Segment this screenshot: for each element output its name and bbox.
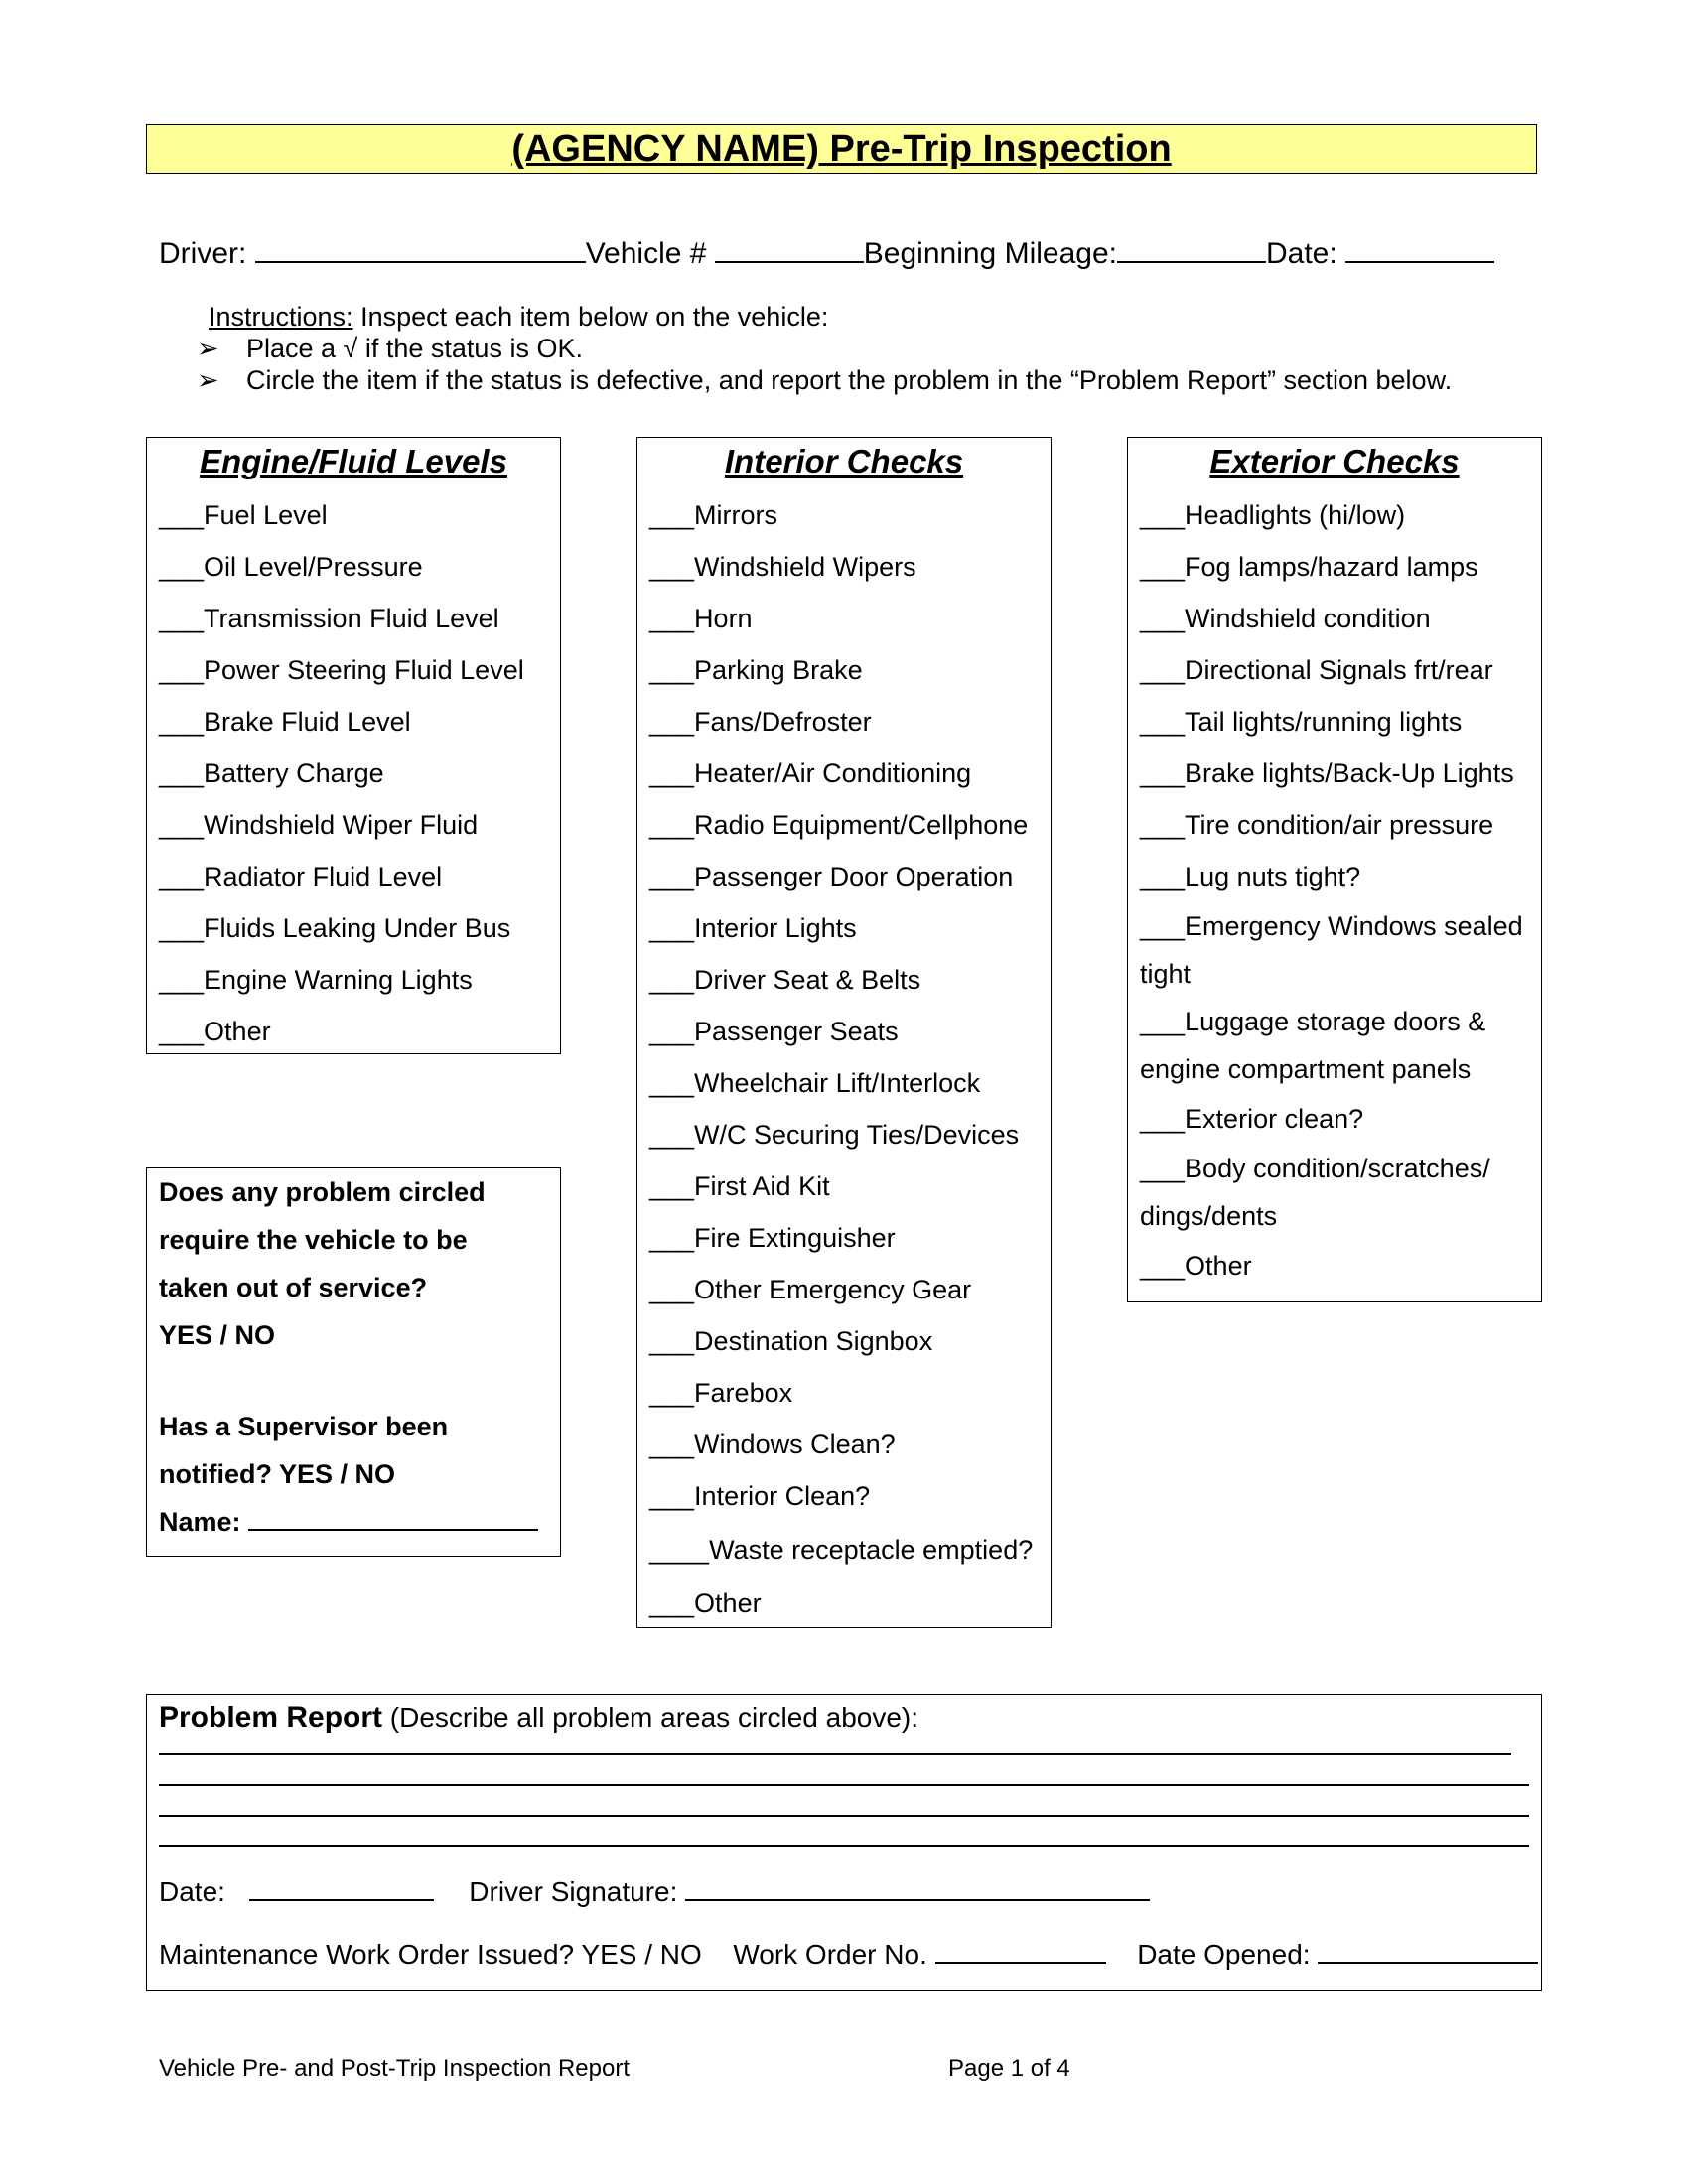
instructions-text: Inspect each item below on the vehicle: bbox=[352, 302, 829, 332]
interior-checklist bbox=[637, 489, 1051, 1629]
exterior-checklist bbox=[1128, 489, 1541, 1292]
checklist-item[interactable]: ___Interior Lights bbox=[649, 913, 857, 943]
date-opened-field[interactable] bbox=[1318, 1936, 1538, 1964]
checklist-item[interactable]: ___Passenger Seats bbox=[649, 1017, 899, 1046]
interior-checks-section bbox=[636, 437, 1052, 1628]
checklist-item[interactable]: ___Fog lamps/hazard lamps bbox=[1140, 552, 1478, 582]
checklist-item[interactable]: ___Other Emergency Gear bbox=[649, 1275, 972, 1304]
exterior-section-title: Exterior Checks bbox=[1209, 443, 1460, 479]
checklist-item[interactable]: ___Wheelchair Lift/Interlock bbox=[649, 1068, 981, 1098]
checklist-item[interactable]: ___Windows Clean? bbox=[649, 1430, 896, 1459]
checklist-item[interactable]: ___Mirrors bbox=[649, 500, 778, 530]
checklist-item[interactable]: ___Emergency Windows sealed tight bbox=[1140, 911, 1523, 989]
checklist-item[interactable]: ___Windshield condition bbox=[1140, 604, 1431, 633]
instruction-bullet-2: Circle the item if the status is defective, and report the problem in the “Problem Report” section below. bbox=[246, 365, 1453, 395]
checklist-item[interactable]: ____Waste receptacle emptied? bbox=[649, 1535, 1034, 1565]
problem-line-2[interactable] bbox=[159, 1755, 1529, 1786]
driver-field[interactable] bbox=[255, 231, 586, 263]
form-title-text: (AGENCY NAME) Pre-Trip Inspection bbox=[511, 128, 1172, 170]
problem-line-4[interactable] bbox=[159, 1817, 1529, 1847]
checklist-item[interactable]: ___First Aid Kit bbox=[649, 1171, 830, 1201]
driver-label: Driver: bbox=[159, 237, 247, 270]
checklist-item[interactable]: ___Exterior clean? bbox=[1140, 1104, 1364, 1134]
checklist-item[interactable]: ___Farebox bbox=[649, 1378, 793, 1408]
checklist-item[interactable]: ___Oil Level/Pressure bbox=[159, 552, 423, 582]
supervisor-name-field[interactable] bbox=[248, 1501, 538, 1531]
out-of-service-section bbox=[146, 1167, 561, 1557]
checklist-item[interactable]: ___Tail lights/running lights bbox=[1140, 707, 1463, 737]
engine-section-title: Engine/Fluid Levels bbox=[200, 443, 507, 479]
problem-report-subtitle: (Describe all problem areas circled above): bbox=[382, 1703, 919, 1733]
date-field[interactable] bbox=[1345, 231, 1494, 263]
checklist-item[interactable]: ___Body condition/scratches/ dings/dents bbox=[1140, 1154, 1490, 1231]
checklist-item[interactable]: ___Directional Signals frt/rear bbox=[1140, 655, 1493, 685]
service-question-line: taken out of service? bbox=[159, 1273, 428, 1302]
date-opened-label: Date Opened: bbox=[1137, 1939, 1319, 1970]
checklist-item[interactable]: ___Horn bbox=[649, 604, 753, 633]
instruction-bullet-1: Place a √ if the status is OK. bbox=[246, 334, 583, 363]
problem-line-3[interactable] bbox=[159, 1786, 1529, 1817]
checklist-item[interactable]: ___Headlights (hi/low) bbox=[1140, 500, 1406, 530]
problem-report-section bbox=[146, 1694, 1542, 1991]
checklist-item[interactable]: ___Driver Seat & Belts bbox=[649, 965, 921, 995]
work-order-no-label: Work Order No. bbox=[733, 1939, 935, 1970]
checklist-item[interactable]: ___Passenger Door Operation bbox=[649, 862, 1014, 891]
checklist-item[interactable]: ___Windshield Wiper Fluid bbox=[159, 810, 479, 840]
form-title bbox=[146, 124, 1537, 174]
checklist-item[interactable]: ___Radio Equipment/Cellphone bbox=[649, 810, 1029, 840]
date-label: Date: bbox=[1265, 237, 1337, 270]
arrow-bullet-icon: ➢ bbox=[197, 334, 219, 363]
vehicle-label: Vehicle # bbox=[585, 237, 707, 270]
engine-fluid-section bbox=[146, 437, 561, 1054]
problem-date-signature-row bbox=[147, 1873, 1541, 1910]
checklist-item[interactable]: ___Fluids Leaking Under Bus bbox=[159, 913, 511, 943]
problem-date-label: Date: bbox=[159, 1876, 225, 1907]
work-order-row bbox=[147, 1936, 1541, 1973]
checklist-item[interactable]: ___Fuel Level bbox=[159, 500, 328, 530]
supervisor-name-row bbox=[147, 1498, 560, 1546]
supervisor-question-line: Has a Supervisor been bbox=[159, 1412, 449, 1441]
checklist-item[interactable]: ___Parking Brake bbox=[649, 655, 863, 685]
checklist-item[interactable]: ___Other bbox=[649, 1588, 762, 1618]
problem-date-field[interactable] bbox=[249, 1873, 434, 1901]
problem-report-title: Problem Report bbox=[159, 1702, 383, 1734]
instructions bbox=[197, 301, 1599, 396]
driver-signature-label: Driver Signature: bbox=[469, 1876, 686, 1907]
checklist-item[interactable]: ___Other bbox=[159, 1017, 271, 1046]
checklist-item[interactable]: ___Luggage storage doors & engine compartment panels bbox=[1140, 1007, 1486, 1084]
checklist-item[interactable]: ___Power Steering Fluid Level bbox=[159, 655, 524, 685]
checklist-item[interactable]: ___Brake Fluid Level bbox=[159, 707, 411, 737]
checklist-item[interactable]: ___Destination Signbox bbox=[649, 1326, 933, 1356]
service-question-line: require the vehicle to be bbox=[159, 1225, 468, 1255]
footer-page-number: Page 1 of 4 bbox=[948, 2055, 1070, 2082]
driver-signature-field[interactable] bbox=[685, 1873, 1150, 1901]
checklist-item[interactable]: ___Brake lights/Back-Up Lights bbox=[1140, 758, 1514, 788]
supervisor-yes-no[interactable]: notified? YES / NO bbox=[159, 1459, 396, 1489]
checklist-item[interactable]: ___Interior Clean? bbox=[649, 1481, 871, 1511]
mileage-label: Beginning Mileage: bbox=[863, 237, 1117, 270]
instructions-label: Instructions: bbox=[209, 302, 353, 332]
checklist-item[interactable]: ___Lug nuts tight? bbox=[1140, 862, 1361, 891]
interior-section-title: Interior Checks bbox=[724, 443, 964, 479]
checklist-item[interactable]: ___Fans/Defroster bbox=[649, 707, 872, 737]
supervisor-name-label: Name: bbox=[159, 1507, 249, 1537]
mileage-field[interactable] bbox=[1117, 231, 1266, 263]
checklist-item[interactable]: ___Transmission Fluid Level bbox=[159, 604, 499, 633]
checklist-item[interactable]: ___Engine Warning Lights bbox=[159, 965, 473, 995]
service-yes-no[interactable]: YES / NO bbox=[159, 1320, 276, 1350]
header-fields bbox=[159, 231, 1549, 274]
footer-report-name: Vehicle Pre- and Post-Trip Inspection Report bbox=[159, 2055, 631, 2082]
checklist-item[interactable]: ___W/C Securing Ties/Devices bbox=[649, 1120, 1020, 1150]
checklist-item[interactable]: ___Windshield Wipers bbox=[649, 552, 916, 582]
work-order-issued[interactable]: Maintenance Work Order Issued? YES / NO bbox=[159, 1939, 702, 1970]
arrow-bullet-icon: ➢ bbox=[197, 365, 219, 395]
exterior-checks-section bbox=[1127, 437, 1542, 1302]
checklist-item[interactable]: ___Battery Charge bbox=[159, 758, 384, 788]
service-question-line: Does any problem circled bbox=[159, 1177, 486, 1207]
checklist-item[interactable]: ___Other bbox=[1140, 1251, 1252, 1281]
engine-checklist bbox=[147, 489, 560, 1057]
work-order-no-field[interactable] bbox=[935, 1936, 1106, 1964]
checklist-item[interactable]: ___Heater/Air Conditioning bbox=[649, 758, 972, 788]
vehicle-field[interactable] bbox=[715, 231, 864, 263]
checklist-item[interactable]: ___Radiator Fluid Level bbox=[159, 862, 443, 891]
checklist-item[interactable]: ___Tire condition/air pressure bbox=[1140, 810, 1494, 840]
checklist-item[interactable]: ___Fire Extinguisher bbox=[649, 1223, 896, 1253]
spacer bbox=[147, 1359, 560, 1403]
